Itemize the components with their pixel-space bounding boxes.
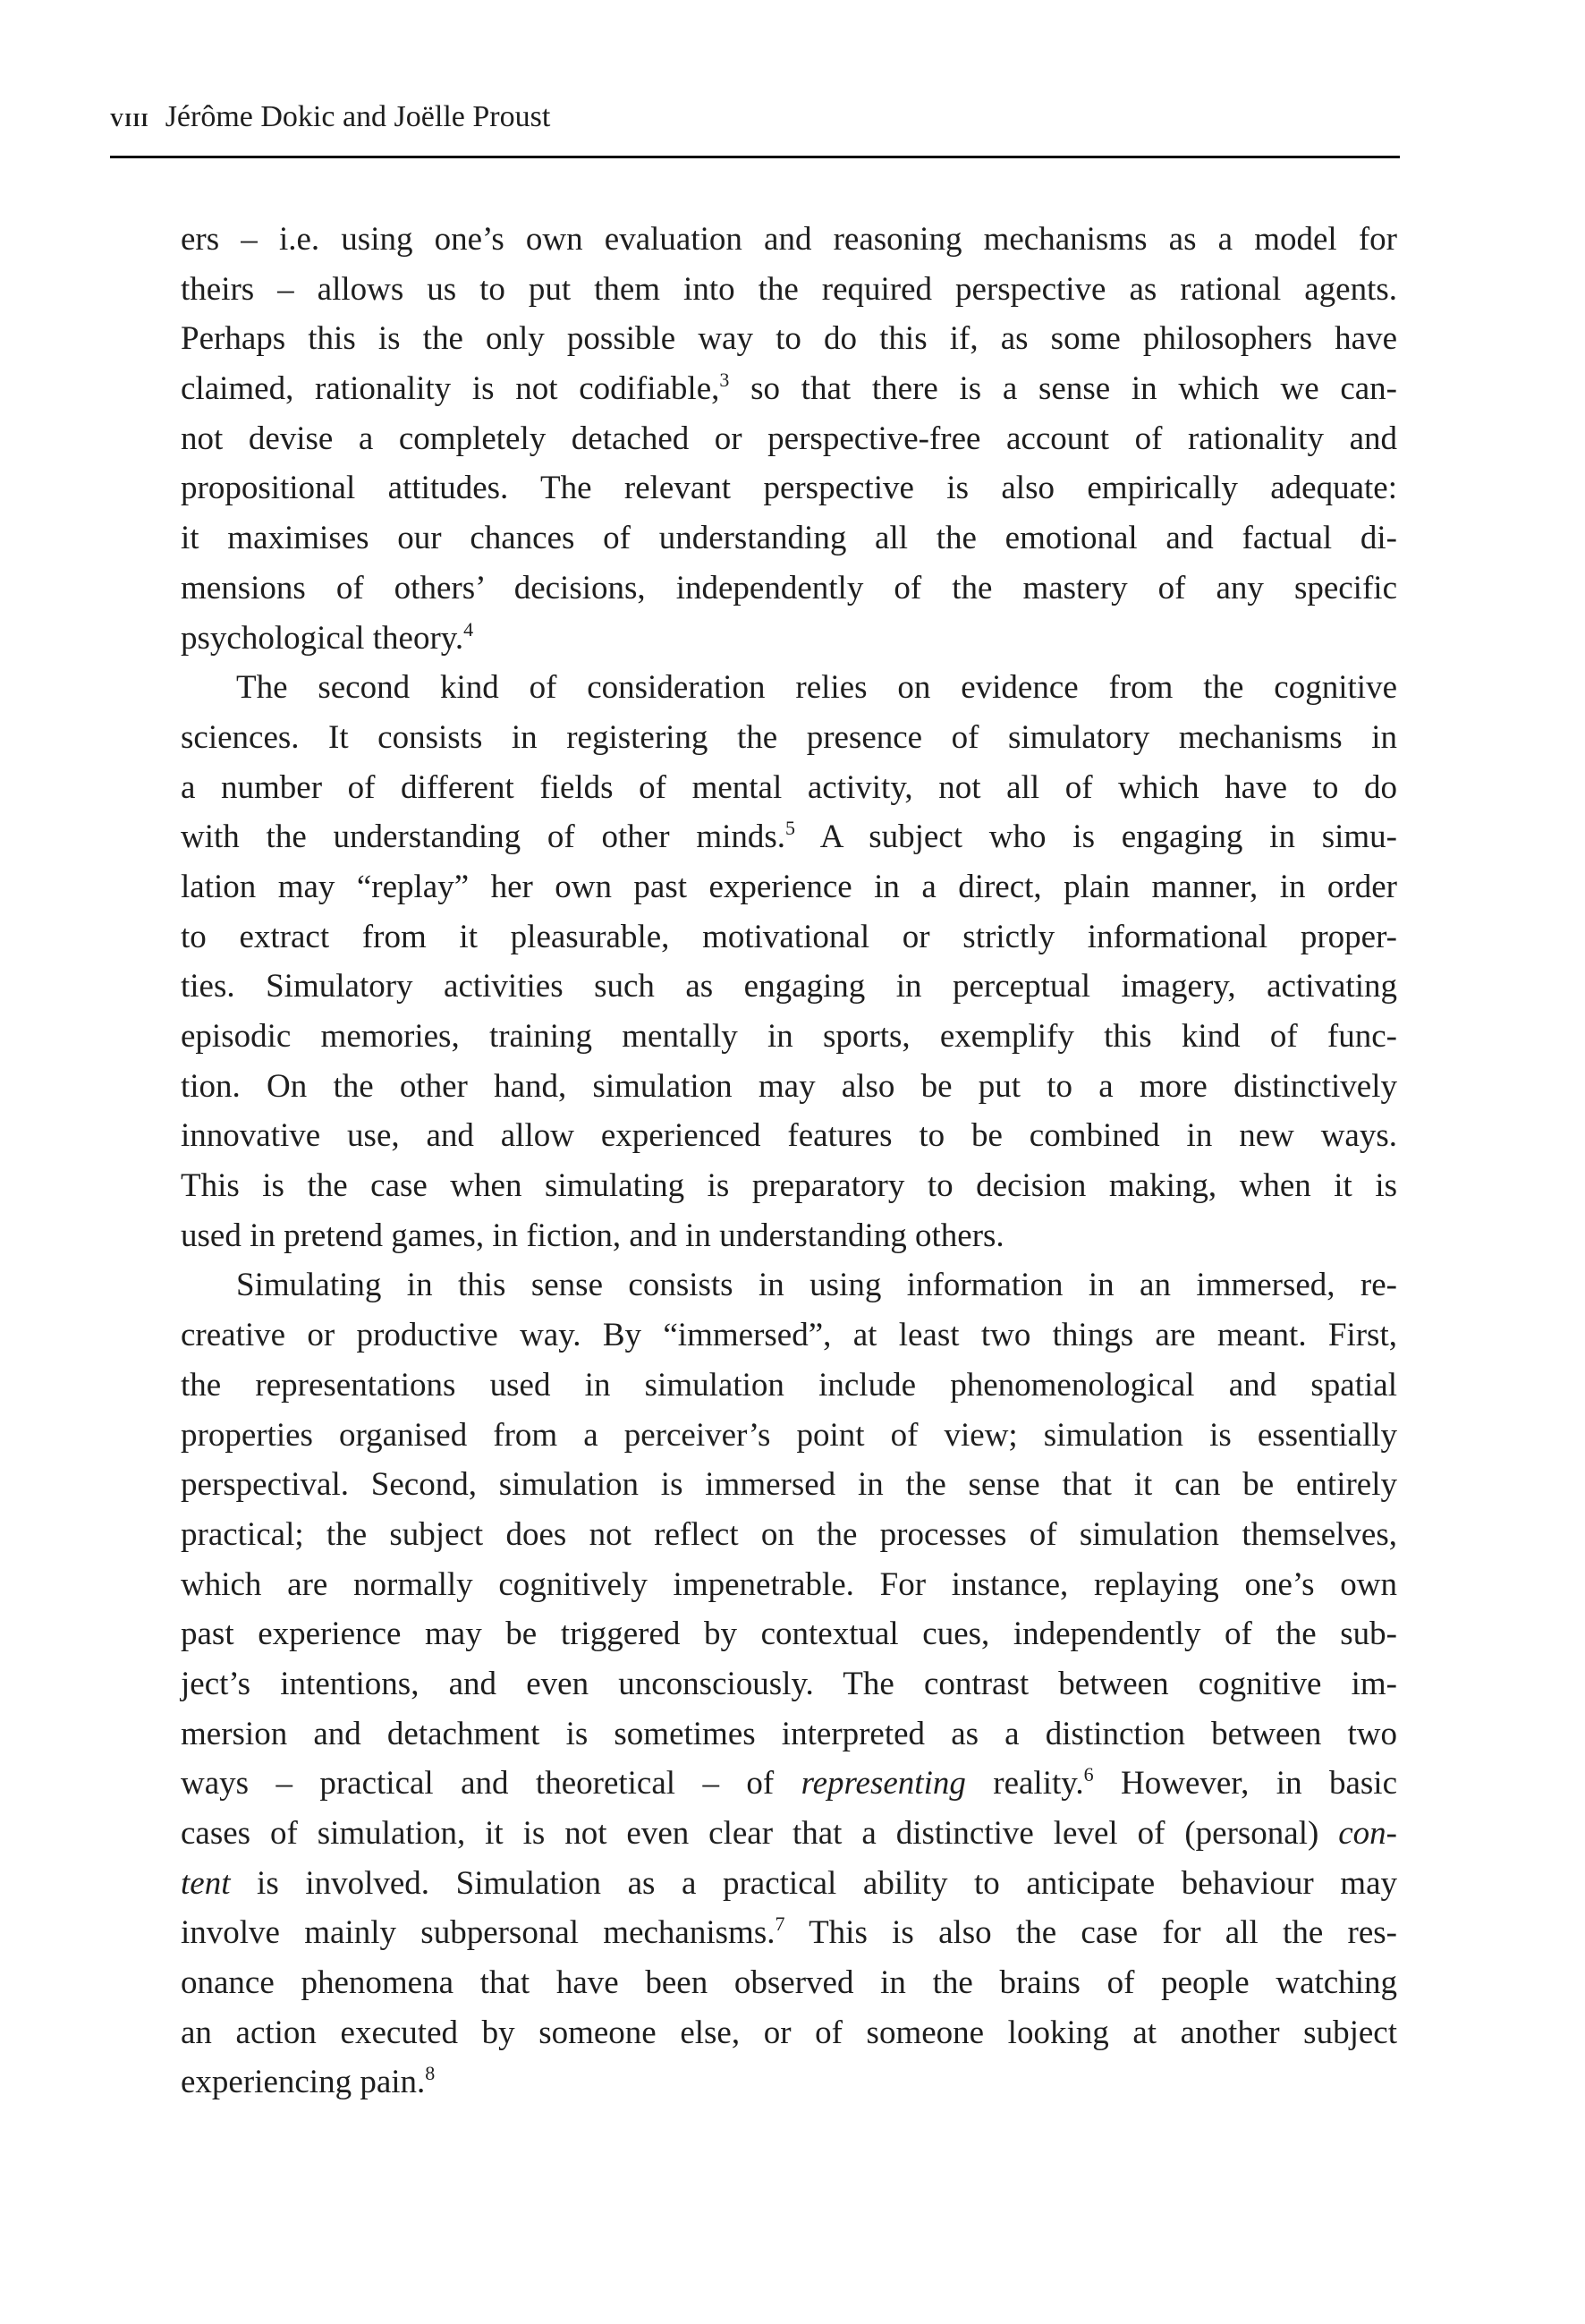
text-line (181, 265, 1397, 315)
text-line (181, 1310, 1397, 1361)
text-line (181, 1759, 1397, 1809)
text-line (181, 1260, 1397, 1310)
text-line (181, 463, 1397, 513)
text-segment: claimed, rationality is not codifiable, (181, 370, 720, 408)
text-line (181, 1560, 1397, 1610)
text-line (181, 1211, 1397, 1261)
text-line (181, 1111, 1397, 1161)
text-segment: cases of simulation, it is not even clear that a distinctive level of (personal) (181, 1815, 1339, 1852)
text-line (181, 1510, 1397, 1560)
footnote-marker: 7 (775, 1913, 785, 1936)
text-segment: Perhaps this is the only possible way to do this if, as some philosophers have (181, 320, 1397, 358)
text-line (181, 1709, 1397, 1760)
text-segment: mensions of others’ decisions, independently of the mastery of any specific (181, 569, 1397, 606)
text-line (181, 1062, 1397, 1112)
text-segment: experiencing pain. (181, 2064, 426, 2101)
text-line (181, 513, 1397, 564)
text-segment: creative or productive way. By “immersed”, at least two things are meant. First, (181, 1317, 1397, 1354)
text-line (181, 713, 1397, 763)
text-line (181, 962, 1397, 1012)
text-line (181, 1609, 1397, 1659)
text-segment: is involved. Simulation as a practical ability to anticipate behaviour may (230, 1864, 1397, 1902)
text-line (181, 215, 1397, 265)
text-line (181, 763, 1397, 813)
text-line (181, 1659, 1397, 1709)
text-line (181, 1361, 1397, 1411)
text-segment: However, in basic (1093, 1765, 1398, 1802)
text-segment: ties. Simulatory activities such as engaging in perceptual imagery, activating (181, 968, 1397, 1005)
text-line (181, 2057, 1397, 2108)
text-segment: reality. (965, 1765, 1084, 1802)
text-line (181, 1809, 1397, 1859)
text-segment: so that there is a sense in which we can- (729, 370, 1397, 408)
text-segment: episodic memories, training mentally in sports, exemplify this kind of func- (181, 1018, 1397, 1055)
text-segment: properties organised from a perceiver’s point of view; simulation is essentially (181, 1416, 1397, 1454)
footnote-marker: 3 (719, 369, 730, 392)
text-segment: mersion and detachment is sometimes interpreted as a distinction between two (181, 1715, 1397, 1752)
text-segment: This is also the case for all the res- (784, 1914, 1397, 1952)
text-segment: psychological theory. (181, 619, 464, 657)
text-segment: propositional attitudes. The relevant perspective is also empirically adequate: (181, 470, 1397, 507)
text-line (181, 1859, 1397, 1909)
text-segment: sciences. It consists in registering the presence of simulatory mechanisms in (181, 718, 1397, 756)
text-segment: perspectival. Second, simulation is immersed in the sense that it can be entirely (181, 1466, 1397, 1504)
text-line (181, 812, 1397, 862)
text-segment: to extract from it pleasurable, motivational or strictly informational proper- (181, 918, 1397, 955)
header-rule (110, 156, 1400, 158)
text-segment: past experience may be triggered by contextual cues, independently of the sub- (181, 1616, 1397, 1653)
text-segment: a number of different fields of mental activity, not all of which have to do (181, 768, 1397, 806)
footnote-marker: 4 (463, 617, 474, 640)
text-segment: with the understanding of other minds. (181, 818, 786, 856)
running-head-authors: Jérôme Dokic and Joëlle Proust (165, 100, 551, 133)
page-number: viii (110, 103, 149, 132)
footnote-marker: 8 (425, 2062, 436, 2085)
text-segment: involve mainly subpersonal mechanisms. (181, 1914, 776, 1952)
running-header (110, 100, 550, 134)
text-segment: it maximises our chances of understanding all the emotional and factual di- (181, 520, 1397, 557)
text-segment: the representations used in simulation include phenomenological and spatial (181, 1366, 1397, 1404)
text-line (181, 414, 1397, 464)
text-line (181, 2008, 1397, 2058)
text-segment: The second kind of consideration relies on evidence from the cognitive (236, 669, 1397, 707)
text-line (181, 314, 1397, 364)
text-line (181, 614, 1397, 664)
text-line (181, 1012, 1397, 1062)
text-segment: A subject who is engaging in simu- (795, 818, 1397, 856)
text-segment: tion. On the other hand, simulation may also be put to a more distinctively (181, 1067, 1397, 1105)
text-line (181, 663, 1397, 713)
text-segment: This is the case when simulating is preparatory to decision making, when it is (181, 1167, 1397, 1205)
text-line (181, 912, 1397, 963)
text-segment: which are normally cognitively impenetrable. For instance, replaying one’s own (181, 1565, 1397, 1603)
text-segment: Simulating in this sense consists in using information in an immersed, re- (236, 1267, 1397, 1304)
footnote-marker: 6 (1083, 1763, 1094, 1786)
text-segment: ways – practical and theoretical – of (181, 1765, 801, 1802)
text-line (181, 364, 1397, 414)
text-segment: innovative use, and allow experienced features to be combined in new ways. (181, 1117, 1397, 1155)
text-line (181, 564, 1397, 614)
text-segment: used in pretend games, in fiction, and in understanding others. (181, 1217, 1004, 1254)
italic-text: tent (181, 1864, 231, 1902)
text-line (181, 1460, 1397, 1510)
text-segment: theirs – allows us to put them into the required perspective as rational agents. (181, 270, 1397, 308)
text-line (181, 1958, 1397, 2008)
italic-text: representing (801, 1765, 966, 1802)
text-segment: ject’s intentions, and even unconsciously. The contrast between cognitive im- (181, 1665, 1397, 1702)
body-text (181, 215, 1397, 2108)
footnote-marker: 5 (785, 817, 796, 840)
text-segment: lation may “replay” her own past experience in a direct, plain manner, in order (181, 868, 1397, 905)
text-segment: not devise a completely detached or perspective-free account of rationality and (181, 420, 1397, 457)
text-segment: practical; the subject does not reflect on the processes of simulation themselves, (181, 1515, 1397, 1553)
italic-text: con- (1338, 1815, 1397, 1852)
text-segment: ers – i.e. using one’s own evaluation and reasoning mechanisms as a model for (181, 221, 1397, 258)
text-line (181, 1411, 1397, 1461)
text-segment: an action executed by someone else, or of someone looking at another subject (181, 2014, 1397, 2051)
text-line (181, 862, 1397, 912)
text-line (181, 1908, 1397, 1958)
text-segment: onance phenomena that have been observed in the brains of people watching (181, 1964, 1397, 2002)
text-line (181, 1161, 1397, 1211)
